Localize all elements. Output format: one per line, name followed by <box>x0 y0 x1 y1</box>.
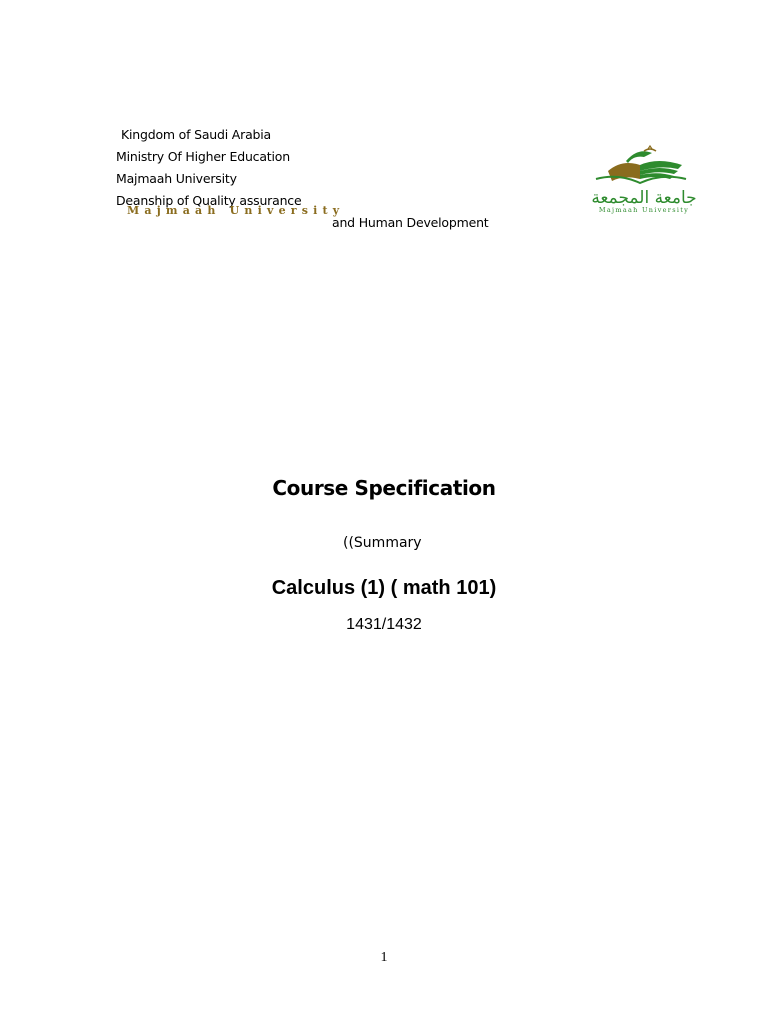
document-title: Course Specification <box>272 476 496 500</box>
header-ministry: Ministry Of Higher Education <box>116 149 290 164</box>
svg-text:جامعة المجمعة: جامعة المجمعة <box>591 188 697 208</box>
page-number: 1 <box>380 950 388 965</box>
header-human-development: and Human Development <box>332 215 489 230</box>
university-wordmark: Majmaah University <box>127 204 345 217</box>
academic-year: 1431/1432 <box>346 616 422 633</box>
document-subtitle: ((Summary <box>343 535 422 551</box>
header-kingdom: Kingdom of Saudi Arabia <box>121 127 271 142</box>
book-emblem-icon <box>578 143 708 215</box>
header-deanship: Deanship of Quality assurance <box>116 193 302 208</box>
svg-text:Majmaah University: Majmaah University <box>598 206 690 214</box>
university-logo <box>578 143 708 215</box>
course-name: Calculus (1) ( math 101) <box>271 577 497 599</box>
header-university: Majmaah University <box>116 171 237 186</box>
